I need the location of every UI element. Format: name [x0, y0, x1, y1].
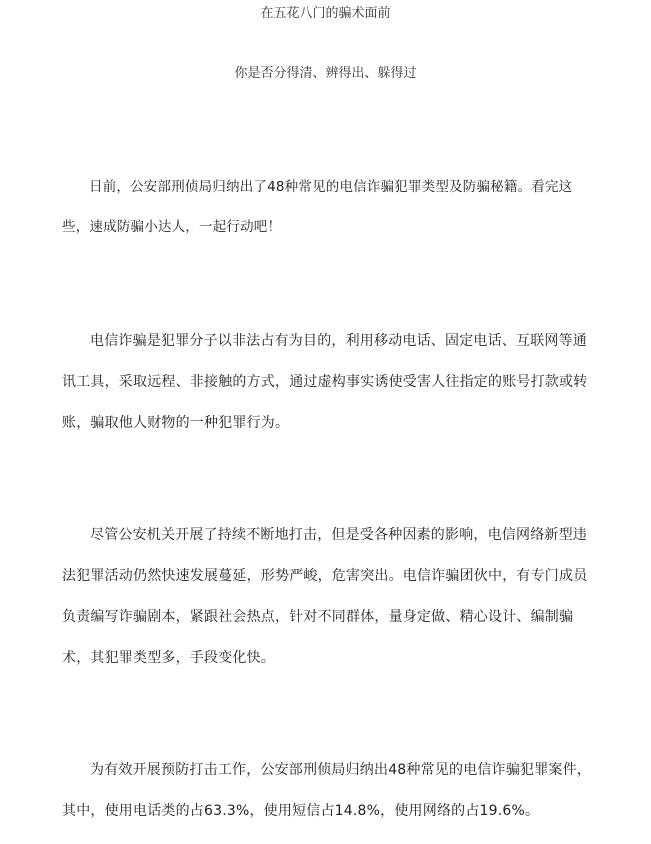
- article-title-line-1: 在五花八门的骗术面前: [260, 6, 391, 21]
- paragraph-situation: 尽管公安机关开展了持续不断地打击，但是受各种因素的影响，电信网络新型违法犯罪活动仍然快速发展蔓延，形势严峻，危害突出。电信诈骗团伙中，有专门成员负责编写诈骗剧本，紧跟社会热点，针对不同群体，量身定做、精心设计、编制骗术，其犯罪类型多，手段变化快。: [62, 527, 588, 666]
- paragraph-definition: 电信诈骗是犯罪分子以非法占有为目的，利用移动电话、固定电话、互联网等通讯工具，采取远程、非接触的方式，通过虚构事实诱使受害人往指定的账号打款或转账，骗取他人财物的一种犯罪行为。: [62, 333, 588, 431]
- article-title-line-2: 你是否分得清、辨得出、躲得过: [234, 66, 417, 81]
- paragraph-statistics: 为有效开展预防打击工作，公安部刑侦局归纳出48种常见的电信诈骗犯罪案件，其中，使用电话类的占63.3%，使用短信占14.8%，使用网络的占19.6%。: [62, 762, 592, 819]
- paragraph-intro: 日前，公安部刑侦局归纳出了48种常见的电信诈骗犯罪类型及防骗秘籍。看完这些，速成防骗小达人，一起行动吧！: [62, 179, 573, 235]
